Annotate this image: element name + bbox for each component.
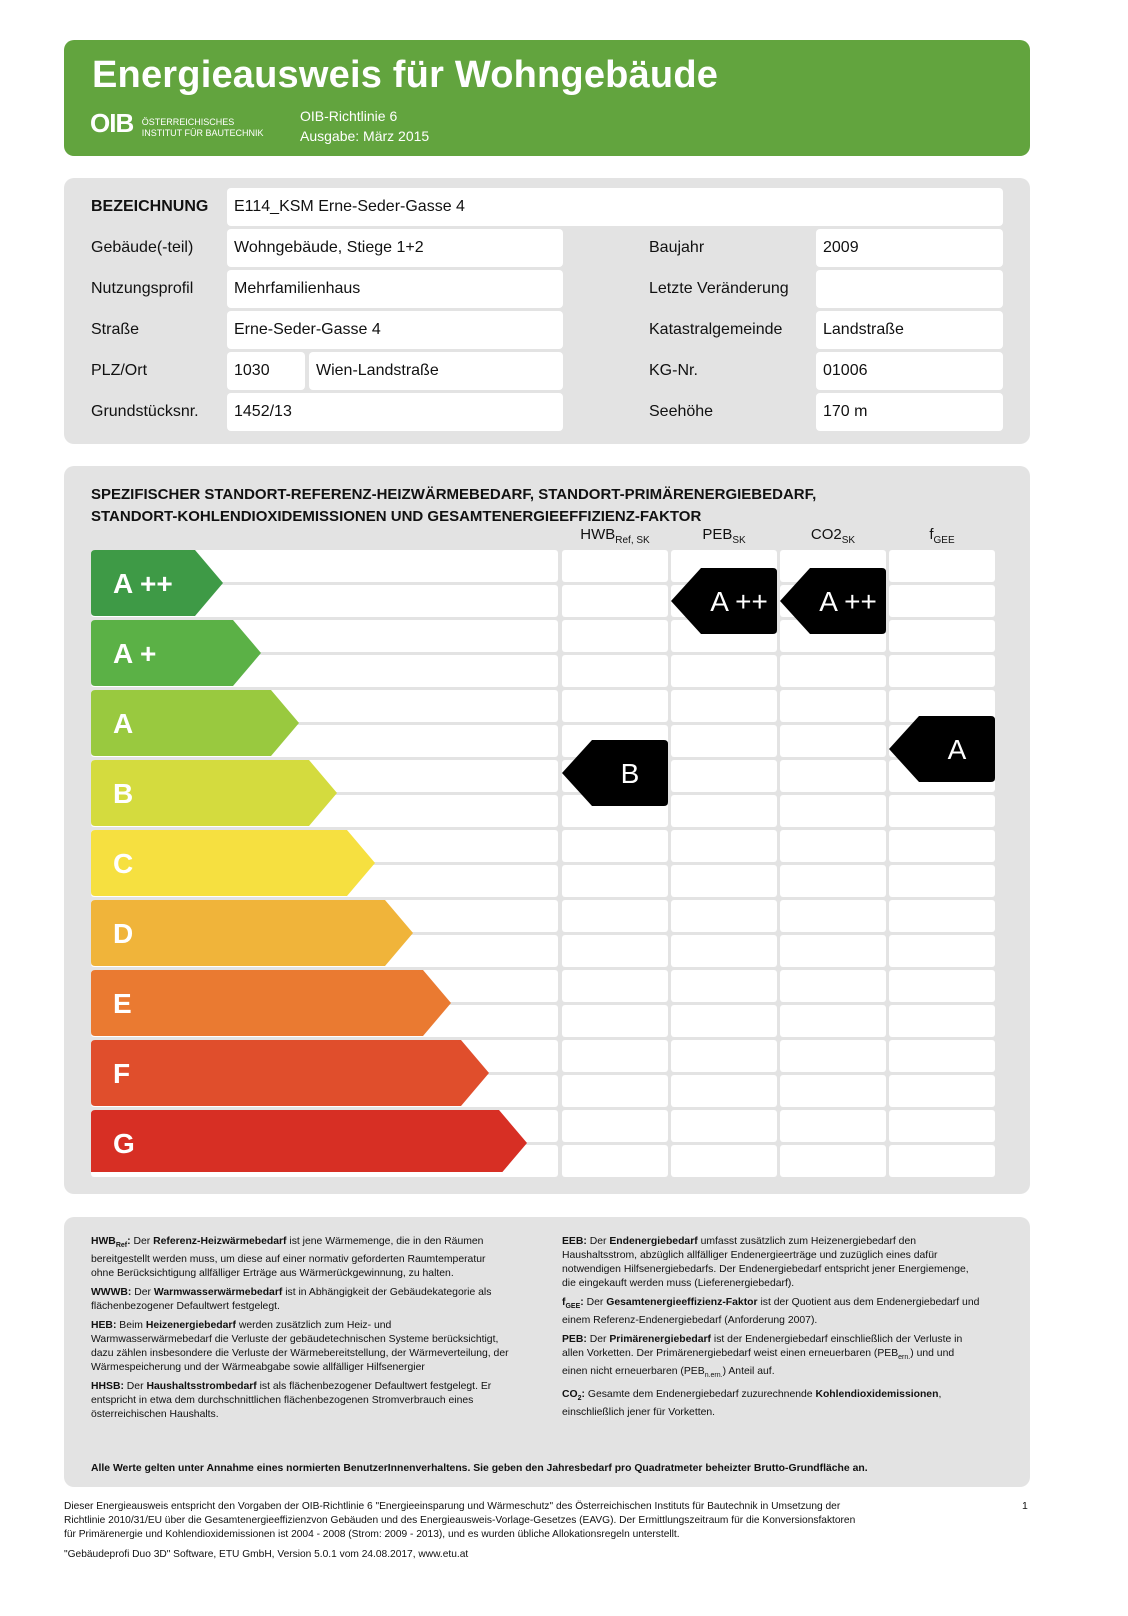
kg-value: 01006 <box>816 352 1003 390</box>
grid-cell-co2 <box>780 830 886 862</box>
grid-cell-co2 <box>780 655 886 687</box>
plz-value: 1030 <box>227 352 305 390</box>
grid-cell-fgee <box>889 830 995 862</box>
grid-cell-peb <box>671 1005 777 1037</box>
grid-cell-peb <box>671 795 777 827</box>
footer-line2: Richtlinie 2010/31/EU über die Gesamtenergieeffizienzvon Gebäuden und des Energieausweis-Vorlage-Gesetzes (EAVG). Der Ermittlungszeitraum für die Konversionsfaktoren <box>64 1515 856 1526</box>
richtlinie-info <box>300 106 429 146</box>
expl-eeb: EEB: Der Endenergiebedarf umfasst zusätzlich zum Heizenergiebedarf den Haushaltsstrom, abzüglich allfälliger Endenergieerträge und zuzüglich eines dafür notwendigen Hilfsenergiebedarfs. Der Endenergiebedarf entspricht jener Energiemenge, die eingekauft werden muss (Lieferenergiebedarf). <box>562 1236 969 1289</box>
grid-cell-co2 <box>780 935 886 967</box>
class-label-5: C <box>113 848 134 879</box>
oib-logo-text: OIB <box>90 108 134 138</box>
seehoehe-value: 170 m <box>816 393 1003 431</box>
rating-marker-label-peb: A ++ <box>710 586 768 617</box>
fgee-header-text: f <box>929 526 934 543</box>
grid-cell-peb <box>671 1145 777 1177</box>
strasse-label: Straße <box>91 321 140 338</box>
grid-cell-peb <box>671 760 777 792</box>
footer-line1: Dieser Energieausweis entspricht den Vorgaben der OIB-Richtlinie 6 "Energieeinsparung und Wärmeschutz" des Österreichischen Instituts für Bautechnik in Umsetzung der <box>64 1501 841 1512</box>
expl-fgee: $f_{GEE}$: Der Gesamtenergieeffizienz-Faktor ist der Quotient aus dem Endenergiebedarf und einem Referenz-Endenergiebedarf (Anforderung 2007). <box>562 1297 980 1327</box>
letzte-value <box>816 270 1003 308</box>
grid-cell-fgee <box>889 1110 995 1142</box>
grid-cell-fgee <box>889 970 995 1002</box>
grid-cell-co2 <box>780 760 886 792</box>
grid-cell-fgee <box>889 865 995 897</box>
class-bar-6 <box>91 900 413 966</box>
letzte-label: Letzte Veränderung <box>649 280 789 297</box>
kataster-label: Katastralgemeinde <box>649 321 783 338</box>
class-label-4: B <box>113 778 134 809</box>
page-header <box>64 40 1030 156</box>
class-label-3: A <box>113 708 134 739</box>
rating-marker-fgee <box>889 716 995 782</box>
grid-cell-hwb <box>562 620 668 652</box>
grid-cell-co2 <box>780 900 886 932</box>
expl-hhsb: HHSB: Der Haushaltsstrombedarf ist als flächenbezogener Defaultwert festgelegt. Er entspricht in etwa dem durchschnittlichen flächenbezogenen Stromverbrauch eines österreichischen Haushalts. <box>91 1381 492 1421</box>
scale-heading <box>91 484 816 528</box>
expl-peb: PEB: Der Primärenergiebedarf ist der Endenergiebedarf einschließlich der Verluste in allen Vorketten. Der Primärenergiebedarf weist einen erneuerbaren $(PEB_{ern.})$ und und einen nicht erneuerbaren $(PEB_{n.ern.})$ Anteil auf. <box>562 1334 963 1380</box>
grid-cell-peb <box>671 725 777 757</box>
kg-label: KG-Nr. <box>649 362 698 379</box>
grid-cell-fgee <box>889 1040 995 1072</box>
energy-scale-panel <box>64 466 1030 1194</box>
grid-cell-hwb <box>562 970 668 1002</box>
footer-line3: für Primärenergie und Kohlendioxidemissionen ist 2004 - 2008 (Strom: 2009 - 2013), und es wurden übliche Allokationsregeln unterstellt. <box>64 1529 680 1540</box>
class-label-1: A ++ <box>113 568 173 599</box>
building-info-panel <box>64 178 1030 444</box>
seehoehe-label: Seehöhe <box>649 403 714 420</box>
grid-cell-peb <box>671 1110 777 1142</box>
grid-cell-fgee <box>889 935 995 967</box>
hwb-header-text: HWB <box>580 526 616 543</box>
grid-cell-hwb <box>562 1005 668 1037</box>
richtlinie: OIB-Richtlinie 6 <box>300 108 398 124</box>
grid-cell-hwb <box>562 935 668 967</box>
bezeichnung-label: BEZEICHNUNG <box>91 198 209 215</box>
baujahr-label: Baujahr <box>649 239 705 256</box>
oib-logo-institute <box>142 117 264 139</box>
baujahr-value: 2009 <box>816 229 1003 267</box>
grid-cell-fgee <box>889 1145 995 1177</box>
class-bar-5 <box>91 830 375 896</box>
logo-line1: ÖSTERREICHISCHES <box>141 116 235 127</box>
grid-cell-co2 <box>780 690 886 722</box>
grid-cell-co2 <box>780 1005 886 1037</box>
grid-cell-co2 <box>780 1110 886 1142</box>
rating-marker-shape-fgee <box>889 716 995 782</box>
explanations-right <box>562 1235 982 1425</box>
grid-cell-hwb <box>562 865 668 897</box>
nutzung-value: Mehrfamilienhaus <box>227 270 563 308</box>
expl-heb: HEB: Beim Heizenergiebedarf werden zusätzlich zum Heiz- und Warmwasserwärmebedarf die Verluste der gebäudetechnischen Systeme berücksichtigt, dazu zählen insbesondere die Verluste der Wärmebereitstellung, der Wärmeverteilung, der Wärmespeicherung und der Wärmeabgabe sowie allfälliger Hilfsenergier <box>91 1320 509 1374</box>
rating-marker-label-co2: A ++ <box>819 586 877 617</box>
class-bar-7 <box>91 970 451 1036</box>
grid-cell-hwb <box>562 1040 668 1072</box>
rating-marker-peb <box>671 568 777 634</box>
grid-cell-co2 <box>780 1145 886 1177</box>
grid-cell-hwb <box>562 550 668 582</box>
rating-marker-shape-hwb <box>562 740 668 806</box>
footer <box>64 1500 924 1562</box>
page-number: 1 <box>1022 1500 1028 1512</box>
explanations-panel <box>64 1217 1030 1487</box>
grid-cell-co2 <box>780 970 886 1002</box>
class-label-7: E <box>113 988 132 1019</box>
grid-cell-peb <box>671 1075 777 1107</box>
grund-label: Grundstücksnr. <box>91 403 199 420</box>
grid-cell-peb <box>671 865 777 897</box>
column-header-co2 <box>780 526 886 546</box>
grid-cell-hwb <box>562 690 668 722</box>
class-label-9: G <box>113 1128 135 1159</box>
co2-header-sub: SK <box>841 535 856 546</box>
gebaeude-value: Wohngebäude, Stiege 1+2 <box>227 229 563 267</box>
oib-logo <box>90 108 264 139</box>
grid-cell-fgee <box>889 1075 995 1107</box>
ausgabe: Ausgabe: März 2015 <box>300 128 430 144</box>
peb-header-sub: SK <box>732 535 746 546</box>
grid-cell-co2 <box>780 1075 886 1107</box>
grid-cell-peb <box>671 830 777 862</box>
bezeichnung-value: E114_KSM Erne-Seder-Gasse 4 <box>227 188 1003 226</box>
strasse-value: Erne-Seder-Gasse 4 <box>227 311 563 349</box>
grid-cell-peb <box>671 970 777 1002</box>
class-bar-9 <box>91 1110 527 1172</box>
grid-cell-fgee <box>889 900 995 932</box>
rating-marker-hwb <box>562 740 668 806</box>
class-label-8: F <box>113 1058 131 1089</box>
gebaeude-label: Gebäude(-teil) <box>91 239 194 256</box>
grid-cell-hwb <box>562 1075 668 1107</box>
grid-cell-peb <box>671 690 777 722</box>
expl-co2: $CO_2$: Gesamte dem Endenergiebedarf zuzurechnende Kohlendioxidemissionen, einschließlich jener für Vorketten. <box>562 1389 942 1419</box>
grid-cell-fgee <box>889 1005 995 1037</box>
rating-marker-label-hwb: B <box>620 758 640 789</box>
scale-heading-line1: SPEZIFISCHER STANDORT-REFERENZ-HEIZWÄRMEBEDARF, STANDORT-PRIMÄRENERGIEBEDARF, <box>91 486 817 503</box>
nutzung-label: Nutzungsprofil <box>91 280 194 297</box>
efficiency-class-bars <box>91 550 541 1172</box>
logo-line2: INSTITUT FÜR BAUTECHNIK <box>141 127 264 138</box>
fgee-header-sub: GEE <box>933 535 955 546</box>
class-bar-8 <box>91 1040 489 1106</box>
expl-wwwb: WWWB: Der Warmwasserwärmebedarf ist in Abhängigkeit der Gebäudekategorie als flächenbezogener Defaultwert festgelegt. <box>91 1287 492 1313</box>
grid-cell-peb <box>671 900 777 932</box>
expl-hwb: $HWB_{Ref}$: Der Referenz-Heizwärmebedarf ist jene Wärmemenge, die in den Räumen bereitgestellt werden muss, um diese auf einer normativ geforderten Raumtemperatur ohne Berücksichtigung allfälliger Erträge aus Wärmerückgewinnung, zu halten. <box>91 1236 486 1280</box>
grid-cell-fgee <box>889 655 995 687</box>
grid-cell-peb <box>671 655 777 687</box>
grund-value: 1452/13 <box>227 393 563 431</box>
grid-cell-fgee <box>889 620 995 652</box>
column-header-fgee <box>889 526 995 546</box>
footer-software: "Gebäudeprofi Duo 3D" Software, ETU GmbH, Version 5.0.1 vom 24.08.2017, www.etu.at <box>64 1549 469 1560</box>
grid-cell-peb <box>671 1040 777 1072</box>
grid-cell-co2 <box>780 795 886 827</box>
ort-value: Wien-Landstraße <box>309 352 563 390</box>
plz-label: PLZ/Ort <box>91 362 148 379</box>
co2-header-text: CO2 <box>810 526 842 543</box>
grid-cell-fgee <box>889 550 995 582</box>
kataster-value: Landstraße <box>816 311 1003 349</box>
rating-marker-co2 <box>780 568 886 634</box>
scale-heading-line2: STANDORT-KOHLENDIOXIDEMISSIONEN UND GESAMTENERGIEEFFIZIENZ-FAKTOR <box>91 508 702 525</box>
grid-cell-hwb <box>562 1110 668 1142</box>
class-label-2: A + <box>113 638 157 669</box>
rating-marker-label-fgee: A <box>947 734 967 765</box>
explanations-left <box>91 1235 511 1427</box>
column-header-peb <box>671 526 777 546</box>
grid-cell-fgee <box>889 795 995 827</box>
class-label-6: D <box>113 918 134 949</box>
page-title: Energieausweis für Wohngebäude <box>92 54 719 96</box>
grid-cell-co2 <box>780 865 886 897</box>
grid-cell-peb <box>671 935 777 967</box>
grid-cell-co2 <box>780 1040 886 1072</box>
grid-cell-hwb <box>562 830 668 862</box>
grid-cell-fgee <box>889 585 995 617</box>
expl-note: Alle Werte gelten unter Annahme eines normierten BenutzerInnenverhaltens. Sie geben den Jahresbedarf pro Quadratmeter beheizter Brutto-Grundfläche an. <box>91 1463 868 1474</box>
hwb-header-sub: Ref, SK <box>615 535 650 546</box>
peb-header-text: PEB <box>702 526 733 543</box>
grid-cell-hwb <box>562 655 668 687</box>
grid-cell-hwb <box>562 900 668 932</box>
grid-cell-hwb <box>562 585 668 617</box>
column-header-hwb <box>562 526 668 546</box>
grid-cell-co2 <box>780 725 886 757</box>
grid-cell-hwb <box>562 1145 668 1177</box>
